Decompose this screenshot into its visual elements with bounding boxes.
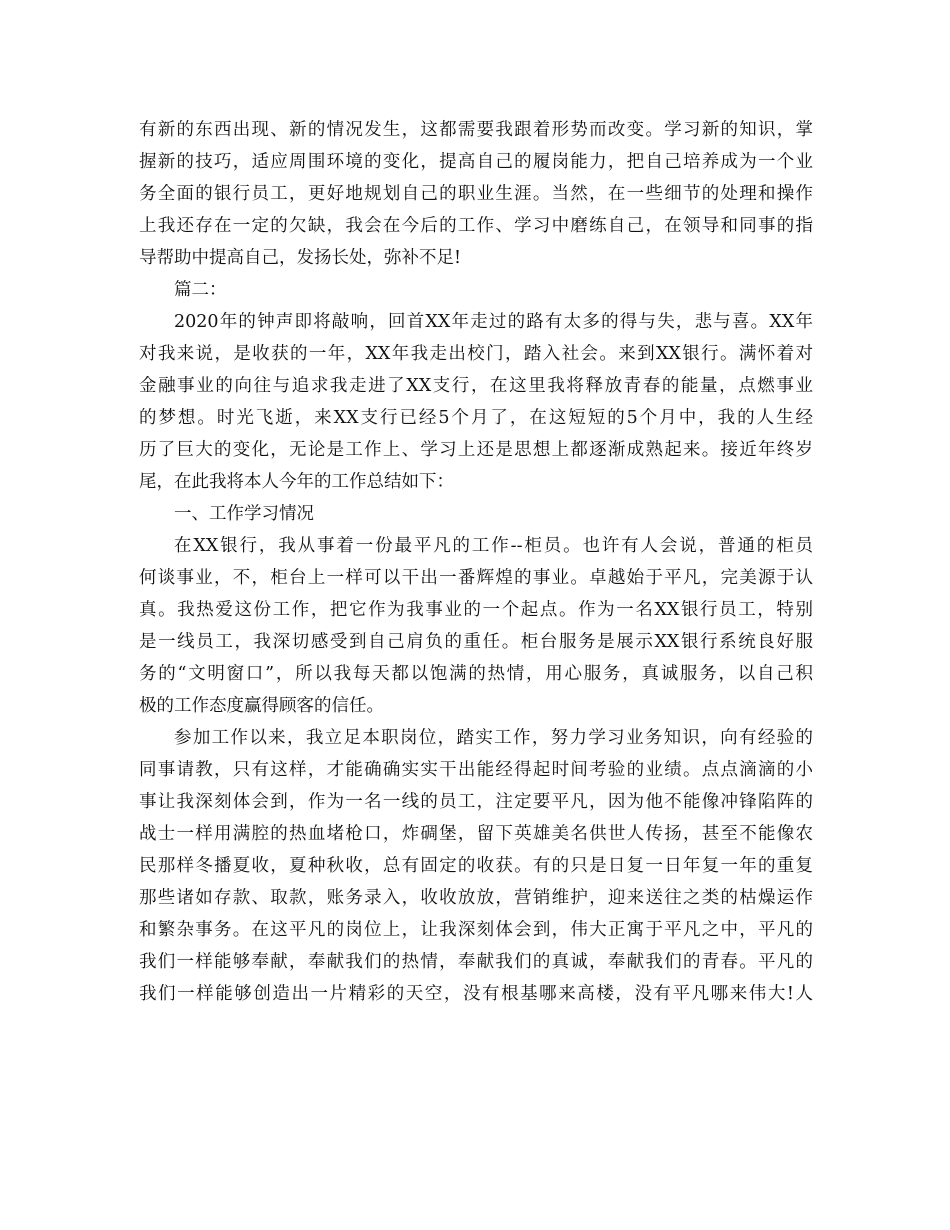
text-line: 和繁杂事务。在这平凡的岗位上，让我深刻体会到，伟大正寓于平凡之中，平凡的 [139,920,813,940]
text-line: 同事请教，只有这样，才能确确实实干出能经得起时间考验的业绩。点点滴滴的小 [139,760,813,780]
text-line: 历了巨大的变化，无论是工作上、学习上还是思想上都逐渐成熟起来。接近年终岁 [139,440,813,460]
text-line: 务全面的银行员工，更好地规划自己的职业生涯。当然，在一些细节的处理和操作 [139,184,813,204]
text-line: 是一线员工，我深切感受到自己肩负的重任。柜台服务是展示XX银行系统良好服 [139,632,813,652]
text-line: 战士一样用满腔的热血堵枪口，炸碉堡，留下英雄美名供世人传扬，甚至不能像农 [139,824,813,844]
text-line: 民那样冬播夏收，夏种秋收，总有固定的收获。有的只是日复一日年复一年的重复 [139,856,813,876]
text-line: 何谈事业，不，柜台上一样可以干出一番辉煌的事业。卓越始于平凡，完美源于认 [139,568,813,588]
text-line: 事让我深刻体会到，作为一名一线的员工，注定要平凡，因为他不能像冲锋陷阵的 [139,792,813,812]
text-line: 2020年的钟声即将敲响，回首XX年走过的路有太多的得与失，悲与喜。XX年 [174,312,813,332]
text-line: 金融事业的向往与追求我走进了XX支行，在这里我将释放青春的能量，点燃事业 [139,376,813,396]
text-line: 参加工作以来，我立足本职岗位，踏实工作，努力学习业务知识，向有经验的 [174,728,813,748]
text-line: 极的工作态度赢得顾客的信任。 [139,696,384,716]
text-line: 我们一样能够创造出一片精彩的天空，没有根基哪来高楼，没有平凡哪来伟大!人 [139,984,813,1004]
text-line: 真。我热爱这份工作，把它作为我事业的一个起点。作为一名XX银行员工，特别 [139,600,813,620]
text-line: 上我还存在一定的欠缺，我会在今后的工作、学习中磨练自己，在领导和同事的指 [139,216,813,236]
text-line: 对我来说，是收获的一年，XX年我走出校门，踏入社会。来到XX银行。满怀着对 [139,344,813,364]
text-line: 在XX银行，我从事着一份最平凡的工作--柜员。也许有人会说，普通的柜员 [174,536,813,556]
text-line: 导帮助中提高自己，发扬长处，弥补不足! [139,248,462,268]
subsection-heading: 一、工作学习情况 [174,504,314,524]
text-line: 那些诸如存款、取款，账务录入，收收放放，营销维护，迎来送往之类的枯燥运作 [139,888,813,908]
text-line: 尾，在此我将本人今年的工作总结如下： [139,472,454,492]
document-body [139,114,813,1010]
text-line: 有新的东西出现、新的情况发生，这都需要我跟着形势而改变。学习新的知识，掌 [139,120,813,140]
section-heading: 篇二： [174,280,227,300]
text-line: 握新的技巧，适应周围环境的变化，提高自己的履岗能力，把自己培养成为一个业 [139,152,813,172]
text-line: 的梦想。时光飞逝，来XX支行已经5个月了，在这短短的5个月中，我的人生经 [139,408,813,428]
text-line: 务的“文明窗口”，所以我每天都以饱满的热情，用心服务，真诚服务，以自己积 [139,664,813,684]
text-line: 我们一样能够奉献，奉献我们的热情，奉献我们的真诚，奉献我们的青春。平凡的 [139,952,813,972]
